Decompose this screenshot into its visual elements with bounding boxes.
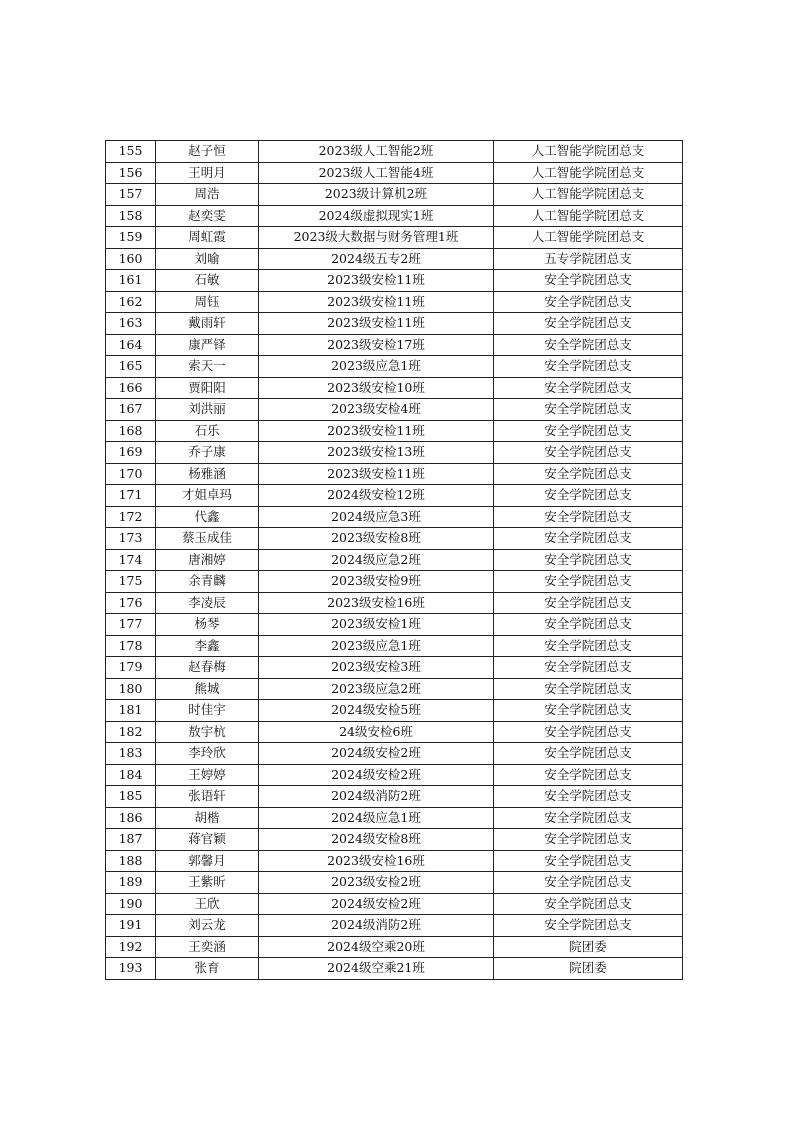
class-name-cell: 2023级安检13班: [259, 442, 494, 464]
row-number-cell: 177: [106, 614, 156, 636]
organization-cell: 安全学院团总支: [494, 313, 683, 335]
organization-cell: 安全学院团总支: [494, 528, 683, 550]
row-number-cell: 193: [106, 958, 156, 980]
organization-cell: 安全学院团总支: [494, 872, 683, 894]
organization-cell: 安全学院团总支: [494, 291, 683, 313]
student-name-cell: 熊城: [156, 678, 259, 700]
table-row: [106, 958, 683, 980]
row-number-cell: 161: [106, 270, 156, 292]
class-name-cell: 2023级安检3班: [259, 657, 494, 679]
organization-cell: 安全学院团总支: [494, 420, 683, 442]
row-number-cell: 191: [106, 915, 156, 937]
row-number-cell: 187: [106, 829, 156, 851]
organization-cell: 安全学院团总支: [494, 614, 683, 636]
table-row: [106, 549, 683, 571]
row-number-cell: 168: [106, 420, 156, 442]
table-row: [106, 786, 683, 808]
roster-table-body: [106, 141, 683, 980]
organization-cell: 安全学院团总支: [494, 442, 683, 464]
table-row: [106, 399, 683, 421]
student-name-cell: 刘云龙: [156, 915, 259, 937]
organization-cell: 人工智能学院团总支: [494, 141, 683, 163]
class-name-cell: 2023级安检11班: [259, 420, 494, 442]
class-name-cell: 2024级虚拟现实1班: [259, 205, 494, 227]
table-row: [106, 291, 683, 313]
student-name-cell: 王婷婷: [156, 764, 259, 786]
class-name-cell: 2024级空乘21班: [259, 958, 494, 980]
student-name-cell: 郭馨月: [156, 850, 259, 872]
row-number-cell: 155: [106, 141, 156, 163]
table-row: [106, 356, 683, 378]
class-name-cell: 2024级五专2班: [259, 248, 494, 270]
student-name-cell: 张语轩: [156, 786, 259, 808]
row-number-cell: 180: [106, 678, 156, 700]
row-number-cell: 164: [106, 334, 156, 356]
class-name-cell: 2023级安检16班: [259, 850, 494, 872]
organization-cell: 安全学院团总支: [494, 377, 683, 399]
student-name-cell: 石敏: [156, 270, 259, 292]
row-number-cell: 190: [106, 893, 156, 915]
organization-cell: 安全学院团总支: [494, 592, 683, 614]
class-name-cell: 2023级大数据与财务管理1班: [259, 227, 494, 249]
class-name-cell: 2023级安检2班: [259, 872, 494, 894]
class-name-cell: 2023级计算机2班: [259, 184, 494, 206]
table-row: [106, 485, 683, 507]
table-row: [106, 313, 683, 335]
table-row: [106, 915, 683, 937]
row-number-cell: 162: [106, 291, 156, 313]
class-name-cell: 2023级安检16班: [259, 592, 494, 614]
organization-cell: 人工智能学院团总支: [494, 162, 683, 184]
student-name-cell: 敖宇杭: [156, 721, 259, 743]
table-row: [106, 571, 683, 593]
student-name-cell: 蔡玉成佳: [156, 528, 259, 550]
organization-cell: 安全学院团总支: [494, 743, 683, 765]
row-number-cell: 174: [106, 549, 156, 571]
student-name-cell: 贾阳阳: [156, 377, 259, 399]
student-name-cell: 赵春梅: [156, 657, 259, 679]
class-name-cell: 2023级安检8班: [259, 528, 494, 550]
organization-cell: 安全学院团总支: [494, 678, 683, 700]
organization-cell: 五专学院团总支: [494, 248, 683, 270]
organization-cell: 安全学院团总支: [494, 764, 683, 786]
student-name-cell: 李鑫: [156, 635, 259, 657]
row-number-cell: 173: [106, 528, 156, 550]
row-number-cell: 184: [106, 764, 156, 786]
table-row: [106, 506, 683, 528]
class-name-cell: 2023级安检17班: [259, 334, 494, 356]
table-row: [106, 721, 683, 743]
organization-cell: 人工智能学院团总支: [494, 184, 683, 206]
class-name-cell: 2023级安检4班: [259, 399, 494, 421]
student-name-cell: 戴雨轩: [156, 313, 259, 335]
row-number-cell: 165: [106, 356, 156, 378]
table-row: [106, 678, 683, 700]
row-number-cell: 169: [106, 442, 156, 464]
organization-cell: 安全学院团总支: [494, 850, 683, 872]
row-number-cell: 185: [106, 786, 156, 808]
organization-cell: 安全学院团总支: [494, 893, 683, 915]
student-name-cell: 胡楷: [156, 807, 259, 829]
student-name-cell: 张育: [156, 958, 259, 980]
class-name-cell: 24级安检6班: [259, 721, 494, 743]
table-row: [106, 377, 683, 399]
row-number-cell: 188: [106, 850, 156, 872]
organization-cell: 安全学院团总支: [494, 270, 683, 292]
table-row: [106, 764, 683, 786]
table-row: [106, 442, 683, 464]
row-number-cell: 192: [106, 936, 156, 958]
organization-cell: 安全学院团总支: [494, 721, 683, 743]
student-name-cell: 王明月: [156, 162, 259, 184]
row-number-cell: 167: [106, 399, 156, 421]
organization-cell: 安全学院团总支: [494, 700, 683, 722]
class-name-cell: 2023级安检11班: [259, 313, 494, 335]
row-number-cell: 163: [106, 313, 156, 335]
row-number-cell: 186: [106, 807, 156, 829]
organization-cell: 安全学院团总支: [494, 571, 683, 593]
row-number-cell: 189: [106, 872, 156, 894]
student-name-cell: 刘喻: [156, 248, 259, 270]
organization-cell: 安全学院团总支: [494, 549, 683, 571]
student-name-cell: 时佳宇: [156, 700, 259, 722]
student-name-cell: 赵子恒: [156, 141, 259, 163]
student-name-cell: 李玲欣: [156, 743, 259, 765]
row-number-cell: 170: [106, 463, 156, 485]
table-row: [106, 872, 683, 894]
row-number-cell: 179: [106, 657, 156, 679]
organization-cell: 安全学院团总支: [494, 399, 683, 421]
table-row: [106, 184, 683, 206]
table-row: [106, 205, 683, 227]
table-row: [106, 270, 683, 292]
organization-cell: 安全学院团总支: [494, 506, 683, 528]
class-name-cell: 2023级安检11班: [259, 291, 494, 313]
student-name-cell: 代鑫: [156, 506, 259, 528]
organization-cell: 安全学院团总支: [494, 334, 683, 356]
student-name-cell: 乔子康: [156, 442, 259, 464]
table-row: [106, 592, 683, 614]
table-row: [106, 657, 683, 679]
organization-cell: 安全学院团总支: [494, 807, 683, 829]
row-number-cell: 175: [106, 571, 156, 593]
class-name-cell: 2024级安检8班: [259, 829, 494, 851]
table-row: [106, 248, 683, 270]
organization-cell: 安全学院团总支: [494, 356, 683, 378]
row-number-cell: 182: [106, 721, 156, 743]
class-name-cell: 2024级应急2班: [259, 549, 494, 571]
student-name-cell: 王紫昕: [156, 872, 259, 894]
student-name-cell: 周虹霞: [156, 227, 259, 249]
organization-cell: 安全学院团总支: [494, 829, 683, 851]
table-row: [106, 807, 683, 829]
table-row: [106, 743, 683, 765]
student-name-cell: 才姐卓玛: [156, 485, 259, 507]
student-name-cell: 周浩: [156, 184, 259, 206]
class-name-cell: 2024级空乘20班: [259, 936, 494, 958]
class-name-cell: 2023级安检11班: [259, 270, 494, 292]
table-row: [106, 528, 683, 550]
organization-cell: 院团委: [494, 958, 683, 980]
organization-cell: 安全学院团总支: [494, 657, 683, 679]
table-row: [106, 850, 683, 872]
row-number-cell: 166: [106, 377, 156, 399]
organization-cell: 安全学院团总支: [494, 463, 683, 485]
student-name-cell: 王奕涵: [156, 936, 259, 958]
table-row: [106, 893, 683, 915]
organization-cell: 人工智能学院团总支: [494, 227, 683, 249]
row-number-cell: 176: [106, 592, 156, 614]
row-number-cell: 158: [106, 205, 156, 227]
row-number-cell: 156: [106, 162, 156, 184]
student-name-cell: 杨琴: [156, 614, 259, 636]
table-row: [106, 162, 683, 184]
class-name-cell: 2024级安检5班: [259, 700, 494, 722]
student-name-cell: 周钰: [156, 291, 259, 313]
class-name-cell: 2024级消防2班: [259, 786, 494, 808]
class-name-cell: 2024级安检2班: [259, 764, 494, 786]
class-name-cell: 2023级人工智能2班: [259, 141, 494, 163]
class-name-cell: 2024级安检12班: [259, 485, 494, 507]
student-name-cell: 李凌辰: [156, 592, 259, 614]
organization-cell: 安全学院团总支: [494, 485, 683, 507]
class-name-cell: 2023级安检10班: [259, 377, 494, 399]
student-name-cell: 康严铎: [156, 334, 259, 356]
student-name-cell: 刘洪丽: [156, 399, 259, 421]
organization-cell: 院团委: [494, 936, 683, 958]
table-row: [106, 614, 683, 636]
student-name-cell: 唐湘婷: [156, 549, 259, 571]
row-number-cell: 171: [106, 485, 156, 507]
student-name-cell: 杨雅涵: [156, 463, 259, 485]
student-name-cell: 赵奕雯: [156, 205, 259, 227]
class-name-cell: 2023级应急1班: [259, 356, 494, 378]
row-number-cell: 183: [106, 743, 156, 765]
organization-cell: 人工智能学院团总支: [494, 205, 683, 227]
table-row: [106, 334, 683, 356]
organization-cell: 安全学院团总支: [494, 915, 683, 937]
table-row: [106, 829, 683, 851]
student-name-cell: 石乐: [156, 420, 259, 442]
table-row: [106, 635, 683, 657]
organization-cell: 安全学院团总支: [494, 635, 683, 657]
table-row: [106, 227, 683, 249]
class-name-cell: 2023级安检9班: [259, 571, 494, 593]
class-name-cell: 2024级应急3班: [259, 506, 494, 528]
class-name-cell: 2023级应急1班: [259, 635, 494, 657]
class-name-cell: 2023级人工智能4班: [259, 162, 494, 184]
class-name-cell: 2023级安检11班: [259, 463, 494, 485]
class-name-cell: 2024级安检2班: [259, 893, 494, 915]
row-number-cell: 159: [106, 227, 156, 249]
row-number-cell: 157: [106, 184, 156, 206]
row-number-cell: 172: [106, 506, 156, 528]
organization-cell: 安全学院团总支: [494, 786, 683, 808]
row-number-cell: 160: [106, 248, 156, 270]
student-name-cell: 索天一: [156, 356, 259, 378]
table-row: [106, 700, 683, 722]
table-row: [106, 936, 683, 958]
class-name-cell: 2024级应急1班: [259, 807, 494, 829]
roster-table: [105, 140, 683, 980]
row-number-cell: 181: [106, 700, 156, 722]
table-row: [106, 420, 683, 442]
class-name-cell: 2023级应急2班: [259, 678, 494, 700]
table-row: [106, 463, 683, 485]
class-name-cell: 2024级消防2班: [259, 915, 494, 937]
student-name-cell: 余青麟: [156, 571, 259, 593]
class-name-cell: 2023级安检1班: [259, 614, 494, 636]
class-name-cell: 2024级安检2班: [259, 743, 494, 765]
student-name-cell: 王欣: [156, 893, 259, 915]
row-number-cell: 178: [106, 635, 156, 657]
student-name-cell: 蒋官颖: [156, 829, 259, 851]
table-row: [106, 141, 683, 163]
